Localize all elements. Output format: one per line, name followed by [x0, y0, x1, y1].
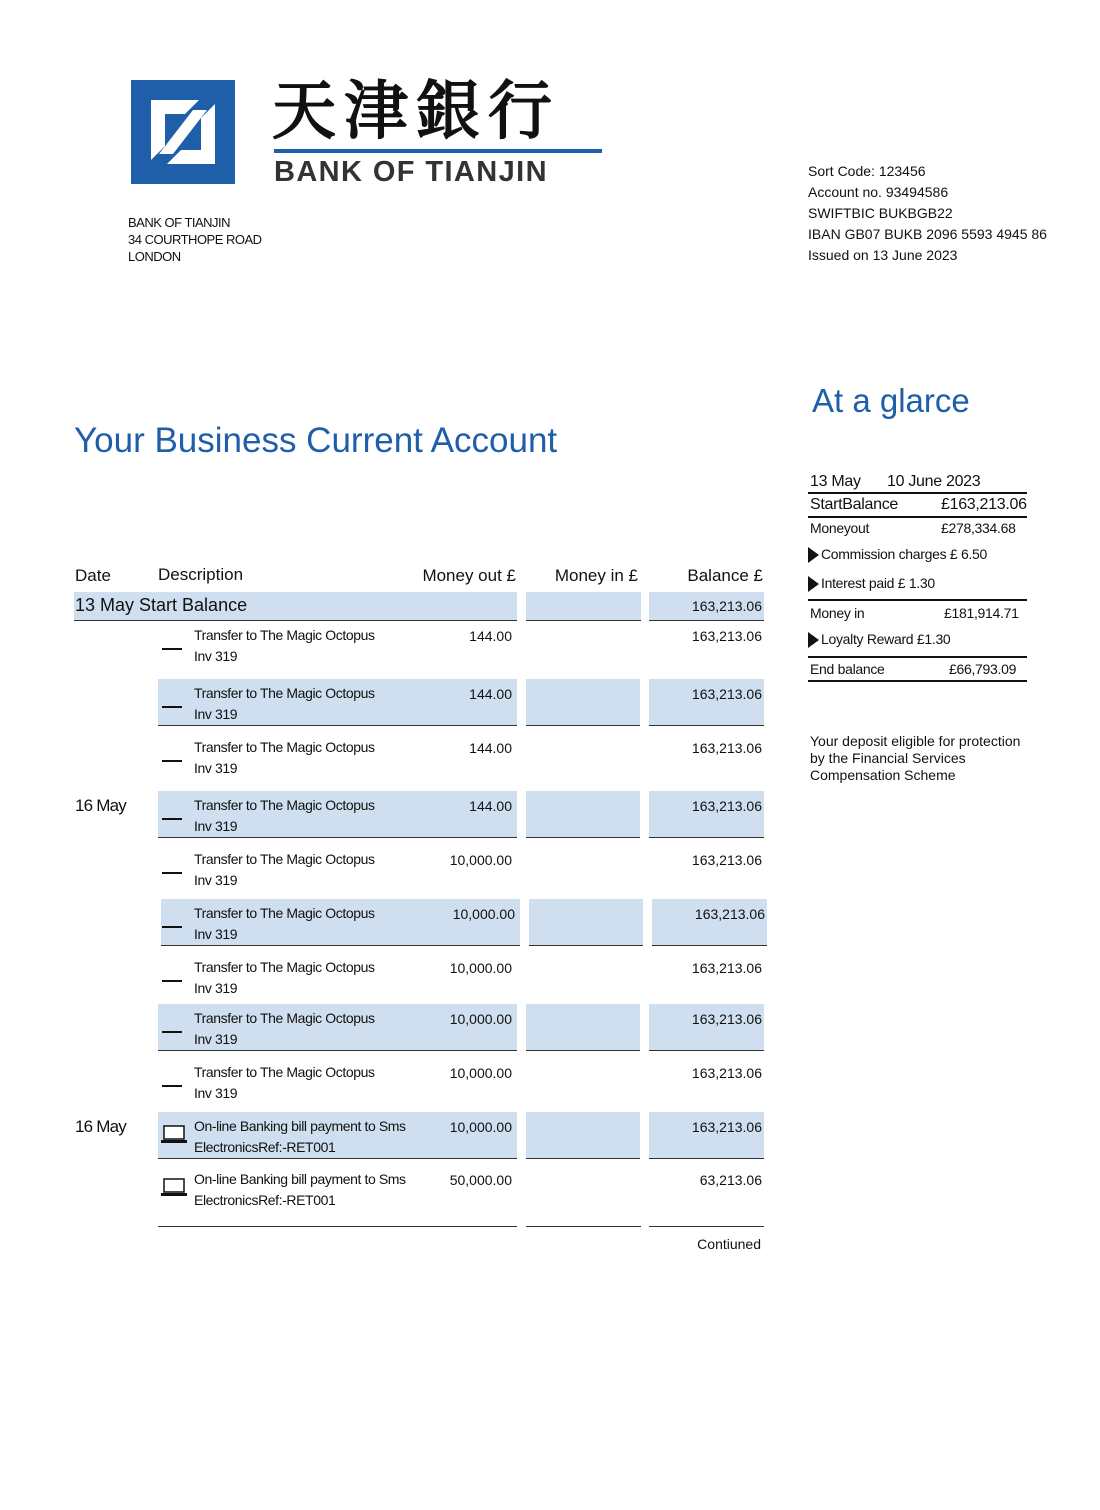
- table-bottom-rule: [526, 1226, 641, 1227]
- dash-icon: [162, 760, 182, 762]
- glance-divider: [808, 516, 1027, 518]
- page-title: Your Business Current Account: [74, 421, 558, 460]
- header-money-in: Money in £: [554, 566, 638, 585]
- glance-commission-text: Commission charges £ 6.50: [821, 546, 988, 562]
- glance-period-end: 10 June 2023: [887, 473, 981, 490]
- header-balance: Balance £: [687, 566, 763, 585]
- row-shade-money-in: [526, 791, 640, 838]
- account-number: Account no. 93494586: [808, 184, 949, 200]
- glance-end-balance-label: End balance: [810, 661, 885, 677]
- row-shade-money-in: [529, 899, 643, 946]
- bank-logo-mark: [131, 80, 235, 184]
- row-description-line2: Inv 319: [194, 1085, 238, 1101]
- row-description-line2: Inv 319: [194, 980, 238, 996]
- dash-icon: [162, 980, 182, 982]
- row-balance: 163,213.06: [691, 740, 762, 756]
- start-balance-label: 13 May Start Balance: [75, 595, 248, 615]
- row-money-out: 144.00: [469, 628, 512, 644]
- glance-money-out-label: Moneyout: [810, 520, 870, 536]
- dash-icon: [162, 926, 182, 928]
- row-shade-money-in: [526, 679, 640, 726]
- row-money-out: 10,000.00: [449, 1065, 512, 1081]
- row-description-line2: Inv 319: [194, 818, 238, 834]
- row-description-line1: Transfer to The Magic Octopus: [194, 1064, 375, 1080]
- row-description-line2: Inv 319: [194, 1031, 238, 1047]
- glance-divider: [808, 599, 1027, 601]
- glance-start-balance-value: £163,213.06: [941, 496, 1027, 513]
- header-money-out: Money out £: [422, 566, 516, 585]
- row-description-line2: Inv 319: [194, 872, 238, 888]
- issue-date: Issued on 13 June 2023: [808, 247, 958, 263]
- row-description-line1: Transfer to The Magic Octopus: [194, 797, 375, 813]
- row-balance: 163,213.06: [694, 906, 765, 922]
- dash-icon: [162, 648, 182, 650]
- protection-line: Your deposit eligible for protection: [810, 733, 1021, 749]
- row-money-out: 10,000.00: [449, 1011, 512, 1027]
- row-balance: 163,213.06: [691, 852, 762, 868]
- arrow-right-icon: [808, 547, 819, 563]
- address-line: BANK OF TIANJIN: [128, 215, 231, 230]
- row-description-line1: Transfer to The Magic Octopus: [194, 627, 375, 643]
- row-money-out: 144.00: [469, 798, 512, 814]
- start-balance-value: 163,213.06: [691, 598, 762, 614]
- row-money-out: 50,000.00: [449, 1172, 512, 1188]
- glance-start-balance-label: StartBalance: [810, 496, 899, 513]
- bank-logo-english: BANK OF TIANJIN: [274, 156, 548, 188]
- header-date: Date: [75, 566, 111, 585]
- arrow-right-icon: [808, 632, 819, 648]
- row-description-line1: Transfer to The Magic Octopus: [194, 959, 375, 975]
- row-money-out: 10,000.00: [449, 852, 512, 868]
- dash-icon: [162, 1085, 182, 1087]
- swift-code: SWIFTBIC BUKBGB22: [808, 205, 953, 221]
- glance-interest-text: Interest paid £ 1.30: [821, 575, 935, 591]
- glance-divider: [808, 680, 1027, 682]
- row-balance: 163,213.06: [691, 1065, 762, 1081]
- address-line: 34 COURTHOPE ROAD: [128, 232, 262, 247]
- header-description: Description: [158, 565, 244, 584]
- logo-divider: [274, 149, 602, 153]
- row-money-out: 144.00: [469, 686, 512, 702]
- continued-label: Contiuned: [697, 1236, 761, 1252]
- glance-money-in-value: £181,914.71: [944, 605, 1019, 621]
- dash-icon: [162, 818, 182, 820]
- dash-icon: [162, 1031, 182, 1033]
- row-money-out: 10,000.00: [449, 960, 512, 976]
- row-description-line1: Transfer to The Magic Octopus: [194, 739, 375, 755]
- start-balance-in-cell: [526, 592, 641, 621]
- row-description-line2: Inv 319: [194, 926, 238, 942]
- row-description-line2: Inv 319: [194, 648, 238, 664]
- laptop-icon: [160, 1125, 186, 1145]
- protection-line: by the Financial Services: [810, 750, 966, 766]
- row-description-line1: Transfer to The Magic Octopus: [194, 1010, 375, 1026]
- protection-notice: [810, 733, 1020, 784]
- glance-money-in-label: Money in: [810, 605, 865, 621]
- row-description-line1: Transfer to The Magic Octopus: [194, 851, 375, 867]
- row-description-line1: On-line Banking bill payment to Sms: [194, 1171, 406, 1187]
- row-shade-money-in: [526, 1004, 640, 1051]
- glance-commission: [808, 546, 987, 563]
- bank-address: [128, 214, 262, 265]
- iban: IBAN GB07 BUKB 2096 5593 4945 86: [808, 226, 1047, 242]
- row-description-line2: Inv 319: [194, 760, 238, 776]
- laptop-icon: [160, 1178, 186, 1198]
- table-bottom-rule: [649, 1226, 764, 1227]
- protection-line: Compensation Scheme: [810, 767, 956, 783]
- glance-end-balance-value: £66,793.09: [949, 661, 1017, 677]
- row-description-line2: ElectronicsRef:-RET001: [194, 1192, 336, 1208]
- bank-logo-chinese: 天津銀行: [272, 75, 560, 149]
- table-bottom-rule: [158, 1226, 517, 1227]
- address-line: LONDON: [128, 249, 181, 264]
- row-balance: 163,213.06: [691, 960, 762, 976]
- arrow-right-icon: [808, 576, 819, 592]
- row-balance: 163,213.06: [691, 1119, 762, 1135]
- glance-loyalty: [808, 631, 950, 648]
- logo-symbol-icon: [131, 80, 235, 184]
- row-money-out: 144.00: [469, 740, 512, 756]
- glance-divider: [808, 656, 1027, 658]
- row-balance: 163,213.06: [691, 798, 762, 814]
- row-balance: 163,213.06: [691, 628, 762, 644]
- dash-icon: [162, 706, 182, 708]
- row-shade-money-in: [526, 1112, 640, 1159]
- row-date: 16 May: [75, 796, 126, 815]
- glance-divider: [808, 492, 1027, 494]
- row-money-out: 10,000.00: [452, 906, 515, 922]
- dash-icon: [162, 872, 182, 874]
- glance-period-start: 13 May: [810, 473, 861, 490]
- account-info: [808, 161, 1047, 266]
- row-money-out: 10,000.00: [449, 1119, 512, 1135]
- row-balance: 163,213.06: [691, 686, 762, 702]
- row-description-line1: Transfer to The Magic Octopus: [194, 905, 375, 921]
- glance-money-out-value: £278,334.68: [941, 520, 1016, 536]
- sort-code: Sort Code: 123456: [808, 163, 926, 179]
- row-date: 16 May: [75, 1117, 126, 1136]
- row-description-line1: Transfer to The Magic Octopus: [194, 685, 375, 701]
- glance-interest: [808, 575, 935, 592]
- row-balance: 63,213.06: [699, 1172, 762, 1188]
- row-description-line2: Inv 319: [194, 706, 238, 722]
- row-description-line1: On-line Banking bill payment to Sms: [194, 1118, 406, 1134]
- glance-title: At a glarce: [812, 382, 970, 419]
- row-balance: 163,213.06: [691, 1011, 762, 1027]
- glance-loyalty-text: Loyalty Reward £1.30: [821, 631, 951, 647]
- row-description-line2: ElectronicsRef:-RET001: [194, 1139, 336, 1155]
